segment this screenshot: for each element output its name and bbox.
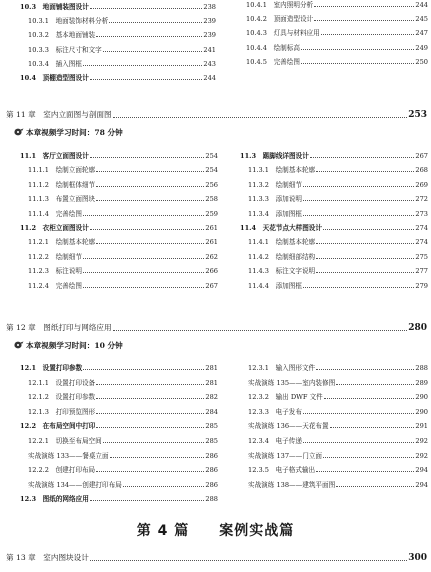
- dot-leader: [316, 171, 414, 172]
- toc-entry: [28, 46, 216, 54]
- toc-entry-page: 286: [205, 480, 218, 489]
- toc-entry-label: 11.2.4 完善绘图: [28, 281, 82, 290]
- dot-leader: [303, 200, 414, 201]
- toc-entry: [246, 29, 428, 37]
- toc-entry: [20, 364, 218, 372]
- toc-entry-label: 第 12 章 图纸打印与网络应用: [6, 323, 112, 332]
- toc-entry: [248, 238, 428, 246]
- toc-entry-page: 238: [203, 3, 216, 11]
- dot-leader: [83, 272, 204, 273]
- toc-entry-page: 294: [415, 466, 428, 475]
- toc-entry-page: 284: [205, 407, 218, 416]
- toc-entry: [248, 481, 428, 489]
- toc-entry: [248, 282, 428, 290]
- toc-entry-label: 11.4 天花节点大样图设计: [240, 224, 322, 232]
- dot-leader: [96, 36, 202, 37]
- toc-entry-page: 280: [408, 323, 427, 333]
- toc-entry-label: 实战演练 134——创建打印布局: [28, 480, 122, 489]
- dot-leader: [83, 287, 204, 288]
- dot-leader: [103, 51, 203, 52]
- toc-entry-page: 244: [203, 74, 216, 82]
- toc-entry: [248, 195, 428, 203]
- toc-entry-label: 12.3.5 电子格式输出: [248, 466, 316, 475]
- dot-leader: [303, 442, 414, 443]
- toc-entry-label: 12.3.2 输出 DWF 文件: [248, 393, 323, 402]
- toc-entry-page: 291: [415, 422, 428, 431]
- toc-entry: [248, 181, 428, 189]
- toc-entry-page: 286: [205, 451, 218, 460]
- video-time-text: 本章视频学习时间：10 分钟: [26, 341, 123, 350]
- toc-entry: [28, 379, 218, 387]
- toc-entry: [248, 379, 428, 387]
- toc-entry: [248, 267, 428, 275]
- toc-entry-page: 300: [408, 553, 427, 563]
- toc-entry-label: 12.1.1 设置打印设备: [28, 378, 96, 387]
- video-time-note: [14, 341, 123, 351]
- dot-leader: [96, 427, 204, 428]
- toc-entry: [248, 166, 428, 174]
- video-time-note: [14, 128, 123, 138]
- dot-leader: [96, 186, 204, 187]
- dot-leader: [83, 369, 204, 370]
- toc-entry: [28, 166, 218, 174]
- toc-entry-label: 10.3.1 地面装饰材料分析: [28, 17, 109, 26]
- toc-entry: [28, 393, 218, 401]
- toc-entry-page: 292: [415, 437, 428, 445]
- toc-entry: [248, 452, 428, 460]
- toc-entry-page: 254: [205, 166, 218, 175]
- toc-entry: [28, 238, 218, 246]
- toc-entry-page: 290: [415, 407, 428, 416]
- toc-entry: [20, 422, 218, 430]
- toc-entry-page: 253: [408, 110, 427, 120]
- dot-leader: [96, 200, 204, 201]
- toc-entry-label: 12.3.4 电子传递: [248, 437, 302, 445]
- toc-entry-page: 281: [205, 378, 218, 387]
- toc-entry: [248, 437, 428, 445]
- toc-entry: [240, 224, 428, 232]
- toc-entry-page: 288: [415, 364, 428, 372]
- dot-leader: [323, 457, 414, 458]
- toc-entry-label: 10.4.1 室内照明分析: [246, 1, 314, 9]
- toc-entry: [248, 364, 428, 372]
- toc-entry-label: 12.1 设置打印参数: [20, 364, 83, 372]
- dot-leader: [90, 79, 203, 80]
- toc-entry: [28, 408, 218, 416]
- video-disc-icon: [14, 128, 24, 136]
- toc-entry-label: 实战演练 133——餐桌立面: [28, 451, 109, 460]
- toc-entry-label: 12.3.1 输入图形文件: [248, 364, 316, 372]
- toc-entry-label: 11.2.1 绘制基本轮廓: [28, 238, 96, 247]
- toc-entry-label: 第 13 章 室内图块设计: [6, 553, 89, 562]
- toc-entry-page: 267: [415, 152, 428, 160]
- toc-entry-page: 245: [415, 15, 428, 24]
- dot-leader: [96, 243, 204, 244]
- toc-entry: [246, 44, 428, 52]
- toc-entry-page: 273: [415, 209, 428, 218]
- toc-entry-label: 11.1.1 绘制立面轮廓: [28, 166, 96, 175]
- toc-entry-label: 实战演练 136——天花布置: [248, 422, 329, 431]
- dot-leader: [90, 500, 205, 501]
- toc-entry: [20, 74, 216, 82]
- dot-leader: [321, 34, 415, 35]
- toc-entry: [28, 466, 218, 474]
- toc-entry: [248, 422, 428, 430]
- dot-leader: [323, 229, 414, 230]
- toc-entry-page: 239: [203, 31, 216, 40]
- dot-leader: [336, 486, 414, 487]
- toc-entry-page: 274: [415, 238, 428, 247]
- toc-entry-label: 12.3.3 电子发布: [248, 407, 302, 416]
- toc-entry-page: 261: [205, 238, 218, 247]
- toc-entry-page: 279: [415, 281, 428, 290]
- part-title: 第 4 篇 案例实战篇: [136, 523, 295, 539]
- toc-entry-label: 12.2.1 切换至布局空间: [28, 437, 102, 445]
- dot-leader: [96, 471, 204, 472]
- dot-leader: [330, 427, 415, 428]
- toc-entry-label: 11.4.1 绘制基本轮廓: [248, 238, 316, 247]
- toc-entry-label: 10.4.4 绘制标高: [246, 43, 300, 52]
- toc-entry-page: 277: [415, 267, 428, 276]
- toc-entry-page: 267: [205, 281, 218, 290]
- toc-entry-page: 281: [205, 364, 218, 372]
- toc-entry-label: 10.4.5 完善绘图: [246, 57, 300, 66]
- dot-leader: [96, 398, 204, 399]
- toc-entry: [28, 17, 216, 25]
- dot-leader: [110, 457, 205, 458]
- toc-entry-label: 实战演练 135——室内装修图: [248, 378, 336, 387]
- toc-entry-label: 12.1.3 打印预览图形: [28, 407, 96, 416]
- toc-entry: [20, 152, 218, 160]
- toc-entry-page: 243: [203, 59, 216, 68]
- video-time-text: 本章视频学习时间：78 分钟: [26, 128, 123, 137]
- toc-entry-label: 10.3.4 插入图框: [28, 59, 82, 68]
- toc-entry-page: 259: [205, 209, 218, 218]
- dot-leader: [303, 413, 414, 414]
- toc-entry: [28, 437, 218, 445]
- toc-entry-page: 244: [415, 1, 428, 9]
- toc-entry-page: 289: [415, 378, 428, 387]
- toc-entry: [240, 152, 428, 160]
- toc-entry-page: 239: [203, 17, 216, 26]
- dot-leader: [90, 229, 205, 230]
- toc-entry-label: 实战演练 138——建筑平面图: [248, 480, 336, 489]
- dot-leader: [314, 20, 414, 21]
- dot-leader: [96, 384, 204, 385]
- toc-entry-page: 268: [415, 166, 428, 175]
- dot-leader: [83, 258, 204, 259]
- toc-entry-label: 11.4.3 标注文字说明: [248, 267, 316, 276]
- toc-entry-label: 第 11 章 室内立面图与剖面图: [6, 110, 112, 119]
- toc-entry: [28, 282, 218, 290]
- toc-entry: [248, 393, 428, 401]
- dot-leader: [90, 157, 205, 158]
- toc-entry: [28, 253, 218, 261]
- toc-entry-label: 10.3.2 基本地面铺装: [28, 31, 96, 40]
- toc-entry-page: 254: [205, 152, 218, 160]
- toc-entry-label: 11.3 踢脚线详图设计: [240, 152, 309, 160]
- dot-leader: [316, 258, 414, 259]
- toc-entry-page: 262: [205, 252, 218, 261]
- toc-entry-label: 11.1 客厅立面图设计: [20, 152, 89, 160]
- toc-entry-label: 11.3.3 添加说明: [248, 195, 302, 204]
- dot-leader: [316, 243, 414, 244]
- toc-entry-label: 12.2.2 创建打印布局: [28, 466, 96, 475]
- toc-entry: [28, 181, 218, 189]
- dot-leader: [316, 272, 414, 273]
- toc-entry-label: 12.2 在布局空间中打印: [20, 422, 96, 431]
- toc-entry-label: 12.3 图纸的网络应用: [20, 495, 89, 504]
- toc-entry-page: 282: [205, 393, 218, 402]
- toc-entry: [248, 408, 428, 416]
- dot-leader: [90, 8, 203, 9]
- toc-entry-page: 288: [205, 495, 218, 504]
- toc-entry-label: 11.3.1 绘制基本轮廓: [248, 166, 316, 175]
- dot-leader: [316, 369, 414, 370]
- toc-entry-page: 266: [205, 267, 218, 276]
- toc-entry: [6, 323, 427, 333]
- toc-entry: [28, 60, 216, 68]
- dot-leader: [83, 215, 204, 216]
- toc-entry-label: 10.4.2 顶面造型设计: [246, 15, 314, 24]
- dot-leader: [83, 65, 202, 66]
- toc-entry-page: 249: [415, 43, 428, 52]
- toc-entry-page: 261: [205, 224, 218, 232]
- toc-entry: [248, 210, 428, 218]
- toc-entry-page: 258: [205, 195, 218, 204]
- toc-entry-label: 11.2.2 绘制细节: [28, 252, 82, 261]
- toc-entry: [28, 31, 216, 39]
- toc-entry: [248, 466, 428, 474]
- toc-entry: [246, 1, 428, 9]
- toc-entry-label: 10.3 地面铺装图设计: [20, 3, 89, 11]
- dot-leader: [113, 117, 408, 118]
- toc-entry-label: 11.3.2 绘制细节: [248, 180, 302, 189]
- dot-leader: [303, 186, 414, 187]
- toc-entry: [20, 495, 218, 503]
- dot-leader: [303, 215, 414, 216]
- toc-entry-label: 11.2 衣柜立面图设计: [20, 224, 89, 232]
- video-disc-icon: [14, 341, 24, 349]
- toc-entry-page: 275: [415, 252, 428, 261]
- dot-leader: [90, 560, 407, 561]
- toc-entry: [28, 481, 218, 489]
- toc-entry-label: 11.4.2 绘制细部结构: [248, 252, 316, 261]
- toc-entry-label: 11.1.4 完善绘图: [28, 209, 82, 218]
- toc-entry-label: 11.2.3 标注说明: [28, 267, 82, 276]
- dot-leader: [96, 171, 204, 172]
- dot-leader: [96, 413, 204, 414]
- toc-entry-label: 10.4.3 灯具与材料应用: [246, 29, 320, 38]
- toc-entry-label: 11.3.4 添加图框: [248, 209, 302, 218]
- toc-entry-page: 292: [415, 451, 428, 460]
- toc-entry-label: 实战演练 137——门立面: [248, 451, 323, 460]
- dot-leader: [324, 398, 415, 399]
- dot-leader: [113, 330, 408, 331]
- toc-entry-page: 290: [415, 393, 428, 402]
- toc-entry: [20, 3, 216, 11]
- toc-entry: [20, 224, 218, 232]
- dot-leader: [301, 63, 414, 64]
- toc-entry: [28, 267, 218, 275]
- dot-leader: [301, 49, 414, 50]
- dot-leader: [336, 384, 414, 385]
- dot-leader: [303, 287, 414, 288]
- toc-entry-label: 12.1.2 设置打印参数: [28, 393, 96, 402]
- toc-entry-page: 285: [205, 422, 218, 431]
- toc-entry-page: 241: [203, 45, 216, 54]
- toc-entry-page: 269: [415, 180, 428, 189]
- toc-entry: [246, 15, 428, 23]
- toc-entry: [246, 58, 428, 66]
- toc-entry-label: 11.1.3 布置立面图块: [28, 195, 96, 204]
- toc-entry-label: 10.4 顶棚造型图设计: [20, 74, 89, 82]
- toc-entry: [6, 110, 427, 120]
- toc-entry-page: 274: [415, 224, 428, 232]
- toc-entry-page: 247: [415, 29, 428, 38]
- toc-entry-label: 10.3.3 标注尺寸和文字: [28, 45, 102, 54]
- toc-entry-page: 294: [415, 480, 428, 489]
- toc-entry-page: 250: [415, 57, 428, 66]
- toc-entry: [28, 195, 218, 203]
- toc-entry-page: 272: [415, 195, 428, 204]
- dot-leader: [310, 157, 415, 158]
- toc-entry: [6, 553, 427, 563]
- toc-entry-label: 11.4.4 添加图框: [248, 281, 302, 290]
- dot-leader: [123, 486, 205, 487]
- toc-entry-page: 286: [205, 466, 218, 475]
- toc-entry-page: 256: [205, 180, 218, 189]
- dot-leader: [314, 6, 414, 7]
- toc-entry-label: 11.1.2 绘制框体细节: [28, 180, 96, 189]
- toc-entry: [28, 210, 218, 218]
- dot-leader: [103, 442, 205, 443]
- toc-entry: [248, 253, 428, 261]
- toc-entry: [28, 452, 218, 460]
- dot-leader: [109, 22, 202, 23]
- dot-leader: [316, 471, 414, 472]
- toc-entry-page: 285: [205, 437, 218, 445]
